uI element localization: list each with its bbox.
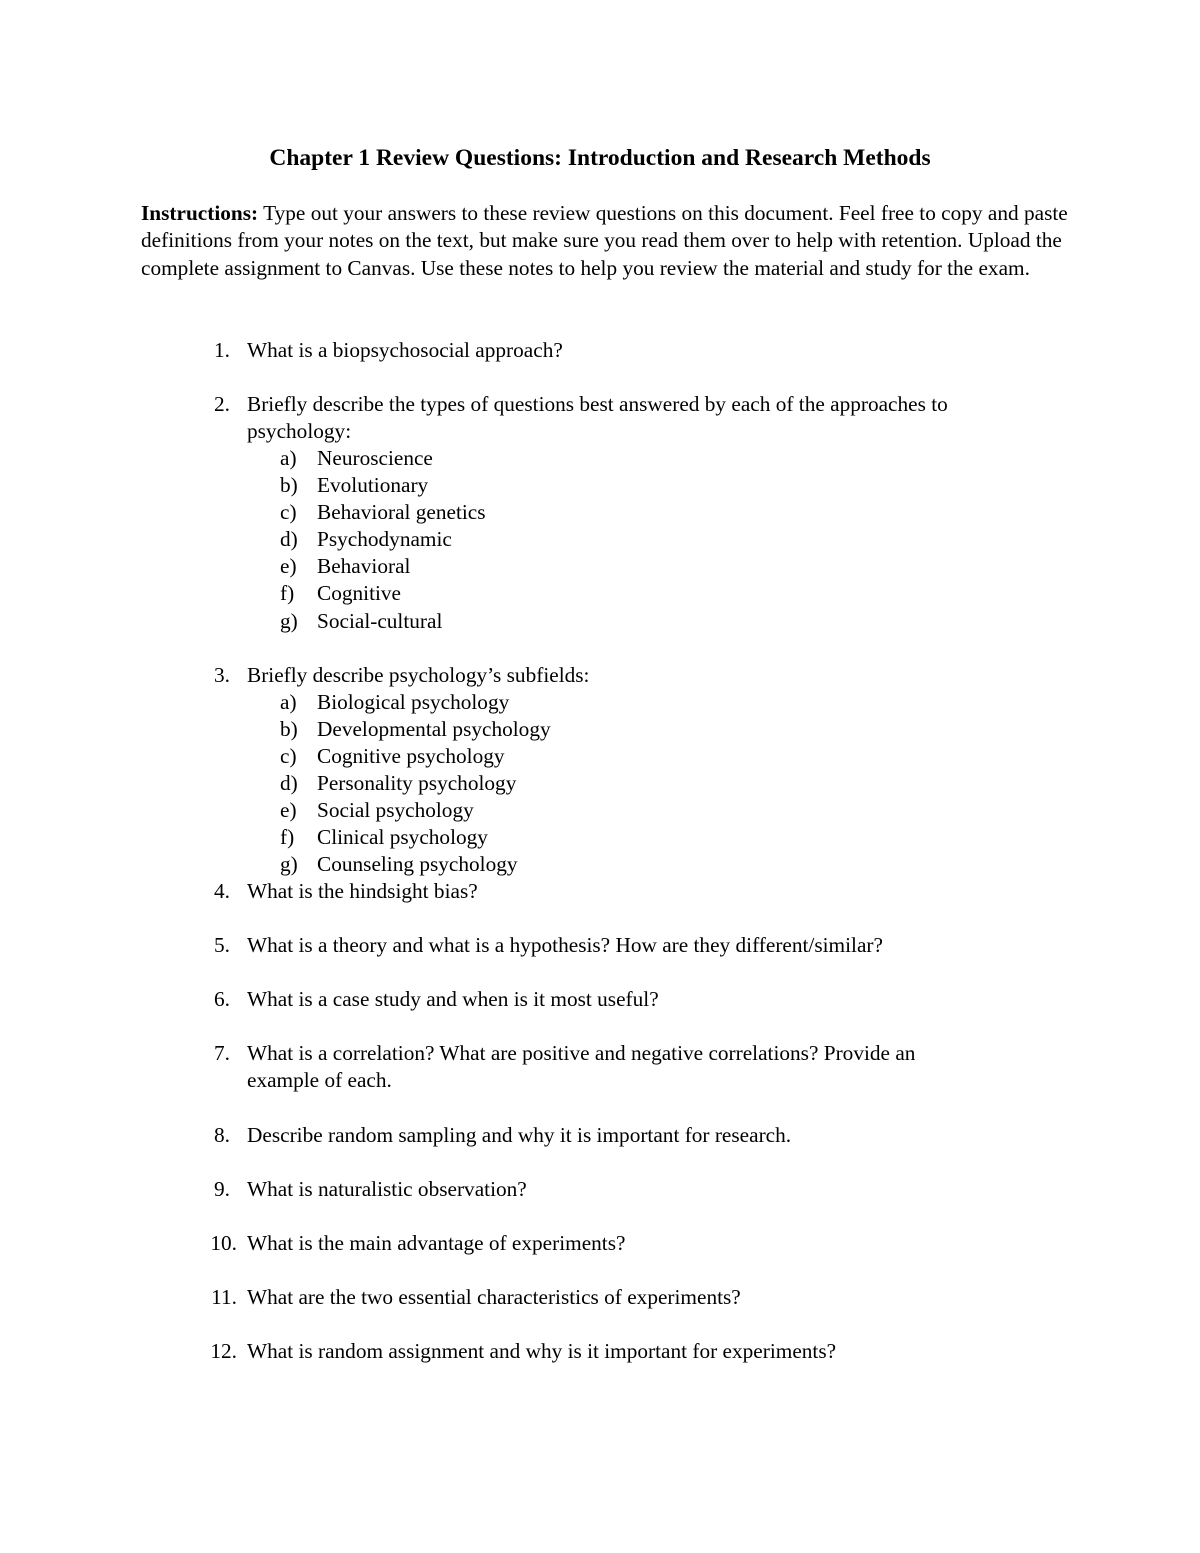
question-text: What is a theory and what is a hypothesis? How are they different/similar? — [247, 933, 883, 957]
question-number: 1. — [214, 338, 230, 362]
question-number: 9. — [214, 1177, 230, 1201]
question-text: Briefly describe psychology’s subfields: — [247, 663, 590, 687]
question-text: What is random assignment and why is it important for experiments? — [247, 1339, 837, 1363]
sub-item-text: Cognitive — [317, 581, 402, 605]
question-text: What is a biopsychosocial approach? — [247, 338, 563, 362]
sub-item-label: e) — [280, 554, 297, 578]
question-number: 2. — [214, 392, 230, 416]
question-text: Briefly describe the types of questions best answered by each of the approaches to — [247, 392, 948, 416]
sub-item-label: f) — [280, 581, 295, 605]
sub-item-text: Social psychology — [317, 798, 474, 822]
question-text: Describe random sampling and why it is important for research. — [247, 1123, 792, 1147]
sub-item-text: Biological psychology — [317, 690, 510, 714]
sub-item-text: Counseling psychology — [317, 852, 518, 876]
sub-item-text: Developmental psychology — [317, 717, 551, 741]
sub-item-text: Cognitive psychology — [317, 744, 505, 768]
sub-item-label: b) — [280, 473, 298, 497]
sub-item-label: f) — [280, 825, 295, 849]
sub-item-label: d) — [280, 771, 298, 795]
sub-item-text: Behavioral genetics — [317, 500, 486, 524]
instructions-text: Type out your answers to these review questions on this document. Feel free to copy and paste definitions from your notes on the text, but make sure you read them over to help with retention. Upload the complete assignment to Canvas. Use these notes to help you review the material and study for the exam. — [141, 201, 1068, 280]
question-number: 5. — [214, 933, 230, 957]
question-text-continued: psychology: — [247, 419, 352, 443]
sub-item-label: b) — [280, 717, 298, 741]
sub-item-text: Psychodynamic — [317, 527, 452, 551]
page-title: Chapter 1 Review Questions: Introduction and Research Methods — [269, 145, 931, 171]
sub-item-text: Neuroscience — [317, 446, 433, 470]
question-text-continued: example of each. — [247, 1068, 392, 1092]
sub-item-label: c) — [280, 744, 297, 768]
question-number: 6. — [214, 987, 230, 1011]
sub-item-label: a) — [280, 690, 297, 714]
sub-item-label: a) — [280, 446, 297, 470]
sub-item-text: Evolutionary — [317, 473, 429, 497]
sub-item-label: g) — [280, 852, 298, 876]
question-text: What is the hindsight bias? — [247, 879, 478, 903]
question-text: What is a correlation? What are positive and negative correlations? Provide an — [247, 1041, 916, 1065]
sub-item-text: Clinical psychology — [317, 825, 488, 849]
question-text: What is the main advantage of experiments? — [247, 1231, 626, 1255]
question-number: 3. — [214, 663, 230, 687]
question-text: What is a case study and when is it most useful? — [247, 987, 659, 1011]
question-number: 12. — [210, 1339, 237, 1363]
sub-item-label: d) — [280, 527, 298, 551]
sub-item-label: e) — [280, 798, 297, 822]
sub-item-text: Personality psychology — [317, 771, 517, 795]
question-number: 7. — [214, 1041, 230, 1065]
question-text: What is naturalistic observation? — [247, 1177, 527, 1201]
question-number: 4. — [214, 879, 230, 903]
question-number: 11. — [211, 1285, 237, 1309]
question-text: What are the two essential characteristics of experiments? — [247, 1285, 741, 1309]
sub-item-text: Behavioral — [317, 554, 411, 578]
sub-item-label: c) — [280, 500, 297, 524]
instructions-paragraph — [141, 200, 1071, 282]
question-number: 10. — [210, 1231, 237, 1255]
sub-item-label: g) — [280, 609, 298, 633]
sub-item-text: Social-cultural — [317, 609, 443, 633]
question-number: 8. — [214, 1123, 230, 1147]
instructions-label: Instructions: — [141, 201, 259, 225]
